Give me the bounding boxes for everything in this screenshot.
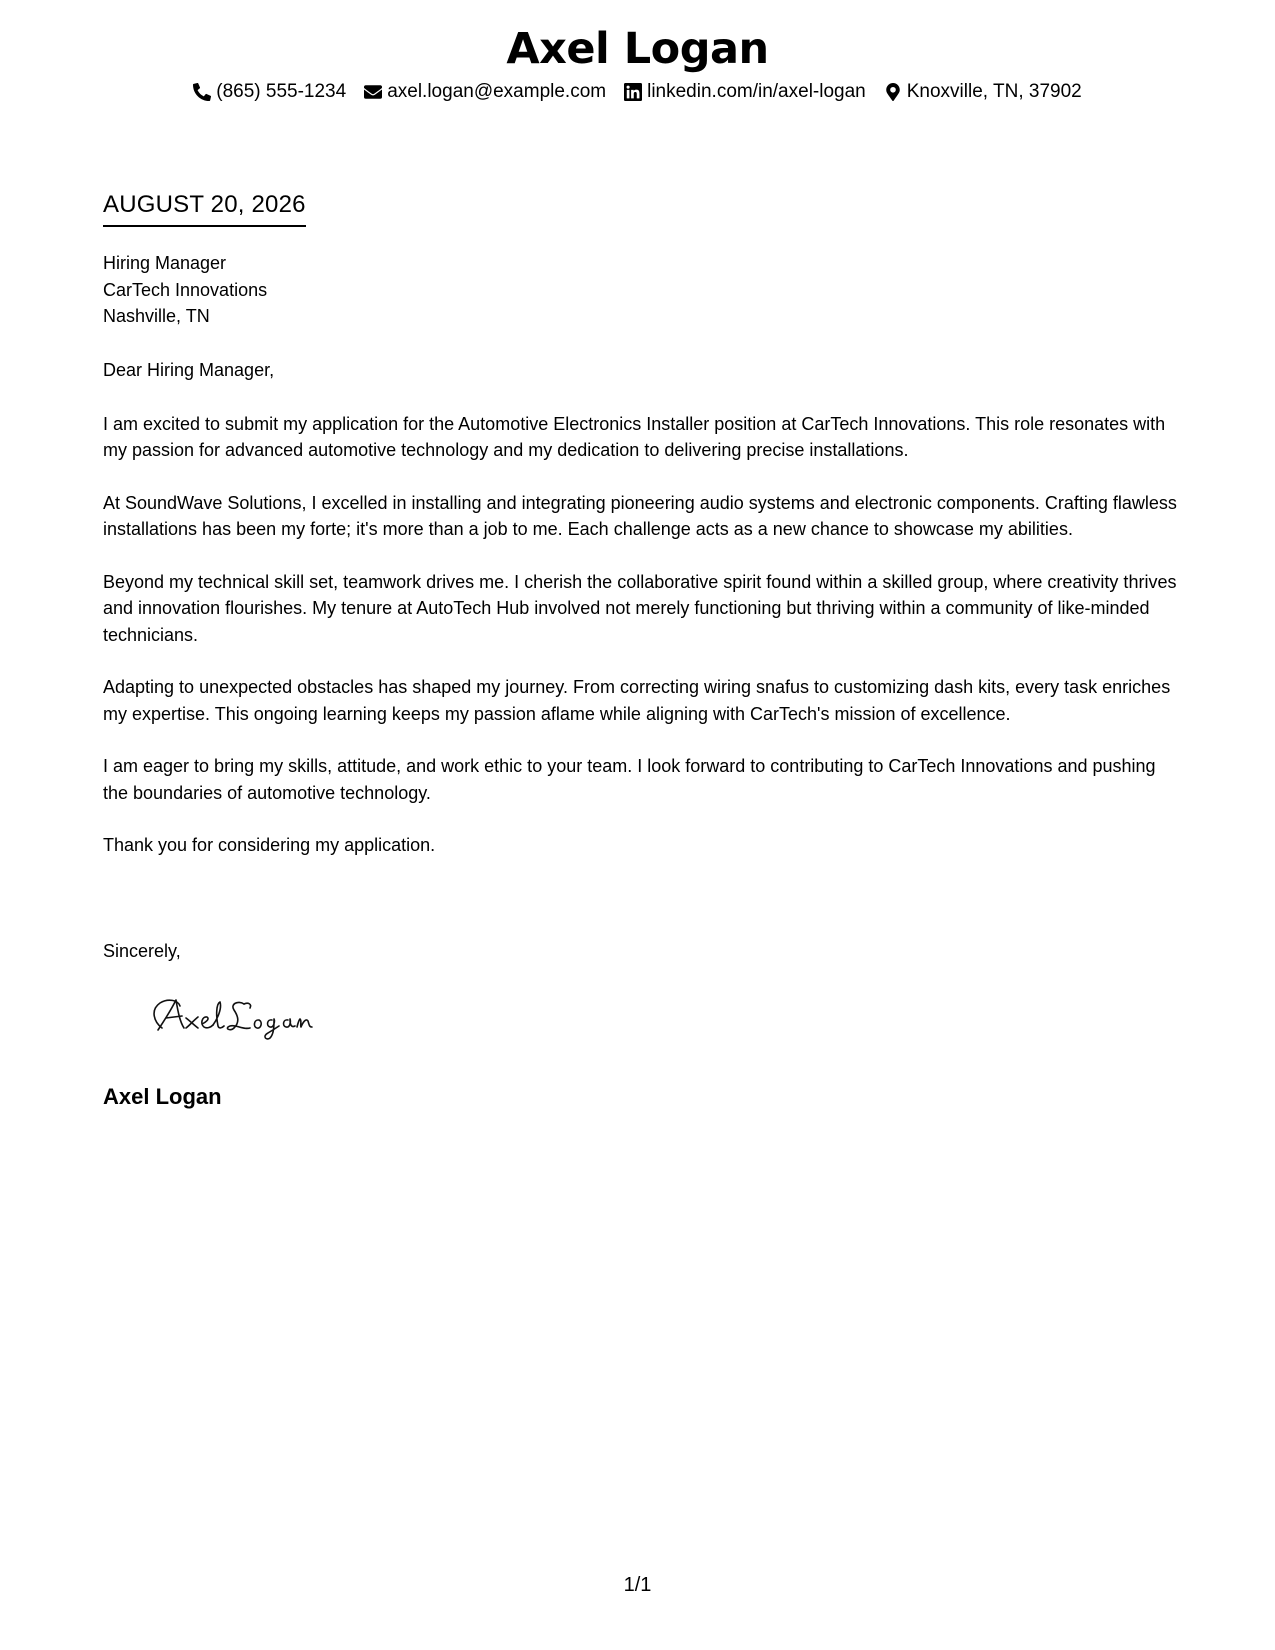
envelope-icon <box>364 83 382 101</box>
recipient-block <box>103 250 267 330</box>
contact-bar <box>0 79 1275 105</box>
recipient-title: Hiring Manager <box>103 253 227 273</box>
email-text: axel.logan@example.com <box>387 81 607 102</box>
body-paragraph: Beyond my technical skill set, teamwork drives me. I cherish the collaborative spirit found within a skilled group, where creativity thrives and innovation flourishes. My tenure at AutoTech Hub involved not merely functioning but thriving within a community of like-minded technicians. <box>103 571 1177 645</box>
recipient-location: Nashville, TN <box>103 306 210 326</box>
handwritten-signature <box>140 988 340 1048</box>
body-paragraph: I am excited to submit my application for the Automotive Electronics Installer position at CarTech Innovations. This role resonates with my passion for advanced automotive technology and my dedication to delivering precise installations. <box>103 413 1166 460</box>
contact-email[interactable] <box>364 79 606 105</box>
location-text: Knoxville, TN, 37902 <box>906 81 1082 102</box>
salutation: Dear Hiring Manager, <box>103 360 275 380</box>
linkedin-text: linkedin.com/in/axel-logan <box>647 81 866 102</box>
linkedin-icon <box>624 83 642 101</box>
body-paragraph: I am eager to bring my skills, attitude, and work ethic to your team. I look forward to contributing to CarTech Innovations and pushing the boundaries of automotive technology. <box>103 756 1156 803</box>
letter-date: AUGUST 20, 2026 <box>103 190 306 227</box>
contact-phone[interactable] <box>193 79 346 105</box>
signature-image <box>140 988 340 1048</box>
phone-icon <box>193 83 211 101</box>
closing: Sincerely, <box>103 941 181 961</box>
letter-body <box>103 357 1178 885</box>
applicant-name: Axel Logan <box>506 24 769 74</box>
signer-name: Axel Logan <box>103 1084 222 1109</box>
map-marker-icon <box>884 83 902 101</box>
contact-linkedin[interactable] <box>624 79 866 105</box>
contact-location <box>884 79 1082 105</box>
page-number: 1/1 <box>623 1574 652 1596</box>
phone-text: (865) 555-1234 <box>216 81 347 102</box>
body-paragraph: Adapting to unexpected obstacles has shaped my journey. From correcting wiring snafus to customizing dash kits, every task enriches my expertise. This ongoing learning keeps my passion aflame while aligning with CarTech's mission of excellence. <box>103 677 1171 724</box>
body-paragraph: Thank you for considering my application. <box>103 835 436 855</box>
body-paragraph: At SoundWave Solutions, I excelled in installing and integrating pioneering audio systems and electronic components. Crafting flawless installations has been my forte; it's more than a job to me. Each challenge acts as a new chance to showcase my abilities. <box>103 492 1177 539</box>
recipient-company: CarTech Innovations <box>103 279 268 300</box>
